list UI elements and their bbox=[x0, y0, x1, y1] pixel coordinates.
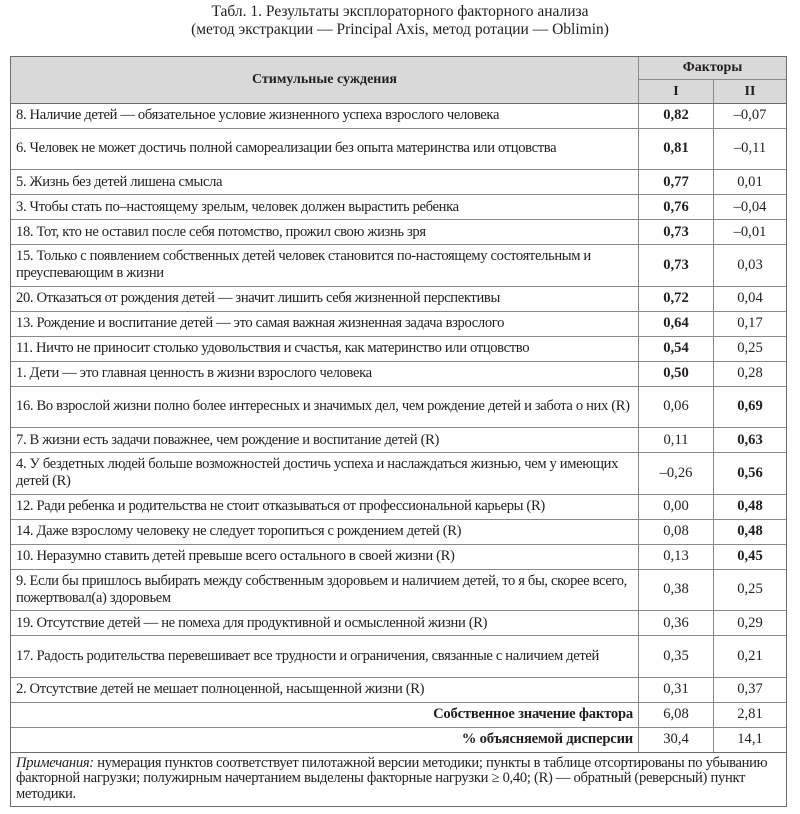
item-statement: 9. Если бы пришлось выбирать между собственным здоровьем и наличием детей, то я бы, скорее всего, пожертвовал(а) здоровьем bbox=[16, 572, 627, 606]
table-row bbox=[11, 104, 786, 129]
loading-factor-2: 0,29 bbox=[713, 611, 786, 635]
summary-label: Собственное значение фактора bbox=[433, 706, 633, 722]
item-statement: 19. Отсутствие детей — не помеха для продуктивной и осмысленной жизни (R) bbox=[16, 614, 488, 631]
loading-factor-2: 0,45 bbox=[713, 545, 786, 569]
loading-factor-2: 0,01 bbox=[713, 170, 786, 194]
loading-factor-1: –0,26 bbox=[638, 453, 713, 494]
loading-factor-2: 0,25 bbox=[713, 337, 786, 361]
item-statement: 10. Неразумно ставить детей превыше всего остального в своей жизни (R) bbox=[16, 548, 455, 564]
loading-factor-1: 0,54 bbox=[638, 337, 713, 361]
loading-factor-1: 0,13 bbox=[638, 545, 713, 569]
loading-factor-2: –0,11 bbox=[713, 129, 786, 170]
item-statement: 20. Отказаться от рождения детей — значит лишить себя жизненной перспективы bbox=[16, 290, 500, 306]
notes-label: Примечания: bbox=[16, 754, 94, 771]
loading-factor-2: –0,04 bbox=[713, 195, 786, 219]
notes-text: нумерация пунктов соответствует пилотажной версии методики; пункты в таблице отсортированы по убыванию факторной нагрузки; полужирным начертанием выделены факторные нагрузки ≥ 0,40; (R) — обратный (реверсный) пункт методики. bbox=[16, 754, 768, 802]
variance-row bbox=[11, 728, 786, 753]
table-row bbox=[11, 387, 786, 429]
table-row bbox=[11, 495, 786, 520]
summary-label: % объясняемой дисперсии bbox=[461, 731, 633, 747]
loading-factor-2: 0,48 bbox=[713, 495, 786, 519]
item-statement: 14. Даже взрослому человеку не следует торопиться с рождением детей (R) bbox=[16, 523, 462, 539]
caption-line-2: (метод экстракции — Principal Axis, метод ротации — Oblimin) bbox=[191, 21, 609, 38]
loading-factor-1: 0,36 bbox=[638, 611, 713, 635]
summary-factor-2: 14,1 bbox=[713, 728, 786, 752]
table-row bbox=[11, 312, 786, 337]
table-row bbox=[11, 245, 786, 287]
loading-factor-1: 0,73 bbox=[638, 245, 713, 286]
item-statement: 7. В жизни есть задачи поважнее, чем рождение и воспитание детей (R) bbox=[16, 431, 440, 448]
caption-line-1: Табл. 1. Результаты эксплораторного факторного анализа bbox=[211, 3, 589, 20]
table-row bbox=[11, 220, 786, 245]
table-row bbox=[11, 545, 786, 570]
loading-factor-1: 0,00 bbox=[638, 495, 713, 519]
loading-factor-1: 0,06 bbox=[638, 387, 713, 428]
loading-factor-1: 0,11 bbox=[638, 428, 713, 452]
table-row bbox=[11, 428, 786, 453]
item-statement: 5. Жизнь без детей лишена смысла bbox=[16, 173, 223, 190]
header-factors-label: Факторы bbox=[638, 57, 786, 80]
table-notes bbox=[11, 753, 786, 806]
item-statement: 4. У бездетных людей больше возможностей достичь успеха и наслаждаться жизнью, чем у имеющих детей (R) bbox=[16, 456, 619, 490]
item-statement: 15. Только с появлением собственных детей человек становится по-настоящему состоятельным и преуспевающим в жизни bbox=[16, 248, 591, 282]
loading-factor-2: 0,48 bbox=[713, 520, 786, 544]
table-header bbox=[11, 57, 786, 104]
item-statement: 18. Тот, кто не оставил после себя потомство, прожил свою жизнь зря bbox=[16, 223, 426, 240]
loading-factor-1: 0,38 bbox=[638, 570, 713, 611]
loading-factor-1: 0,64 bbox=[638, 312, 713, 336]
table-row bbox=[11, 611, 786, 636]
factor-analysis-table bbox=[10, 56, 787, 807]
item-statement: 13. Рождение и воспитание детей — это самая важная жизненная задача взрослого bbox=[16, 315, 505, 331]
loading-factor-1: 0,81 bbox=[638, 129, 713, 170]
item-statement: 3. Чтобы стать по–настоящему зрелым, человек должен вырастить ребенка bbox=[16, 198, 459, 215]
table-row bbox=[11, 520, 786, 545]
table-row bbox=[11, 570, 786, 612]
item-statement: 11. Ничто не приносит столько удовольствия и счастья, как материнство или отцовство bbox=[16, 340, 530, 356]
summary-factor-1: 30,4 bbox=[638, 728, 713, 752]
loading-factor-2: –0,01 bbox=[713, 220, 786, 244]
table-row bbox=[11, 678, 786, 703]
header-factor-1: I bbox=[638, 80, 713, 103]
table-row bbox=[11, 170, 786, 195]
summary-factor-2: 2,81 bbox=[713, 703, 786, 727]
item-statement: 6. Человек не может достичь полной самореализации без опыта материнства или отцовства bbox=[16, 140, 557, 157]
table-row bbox=[11, 362, 786, 387]
loading-factor-1: 0,35 bbox=[638, 636, 713, 677]
table-row bbox=[11, 195, 786, 220]
loading-factor-2: 0,25 bbox=[713, 570, 786, 611]
loading-factor-1: 0,77 bbox=[638, 170, 713, 194]
table-row bbox=[11, 453, 786, 495]
summary-factor-1: 6,08 bbox=[638, 703, 713, 727]
table-row bbox=[11, 129, 786, 171]
item-statement: 12. Ради ребенка и родительства не стоит отказываться от профессиональной карьеры (R) bbox=[16, 498, 545, 514]
loading-factor-1: 0,72 bbox=[638, 287, 713, 311]
item-statement: 16. Во взрослой жизни полно более интересных и значимых дел, чем рождение детей и забота о них (R) bbox=[16, 398, 630, 415]
loading-factor-2: 0,37 bbox=[713, 678, 786, 702]
item-statement: 2. Отсутствие детей не мешает полноценной, насыщенной жизни (R) bbox=[16, 681, 425, 697]
header-items-label: Стимульные суждения bbox=[251, 72, 398, 87]
loading-factor-2: 0,04 bbox=[713, 287, 786, 311]
eigenvalue-row bbox=[11, 703, 786, 728]
item-statement: 1. Дети — это главная ценность в жизни взрослого человека bbox=[16, 365, 372, 381]
table-row bbox=[11, 636, 786, 678]
loading-factor-2: 0,63 bbox=[713, 428, 786, 452]
loading-factor-2: 0,28 bbox=[713, 362, 786, 386]
loading-factor-1: 0,82 bbox=[638, 104, 713, 128]
loading-factor-1: 0,08 bbox=[638, 520, 713, 544]
table-row bbox=[11, 337, 786, 362]
table-row bbox=[11, 287, 786, 312]
loading-factor-2: 0,21 bbox=[713, 636, 786, 677]
item-statement: 17. Радость родительства перевешивает все трудности и ограничения, связанные с наличием детей bbox=[16, 647, 599, 664]
table-caption bbox=[0, 3, 800, 39]
loading-factor-1: 0,76 bbox=[638, 195, 713, 219]
loading-factor-1: 0,31 bbox=[638, 678, 713, 702]
loading-factor-2: 0,03 bbox=[713, 245, 786, 286]
item-statement: 8. Наличие детей — обязательное условие жизненного успеха взрослого человека bbox=[16, 107, 500, 123]
loading-factor-2: 0,69 bbox=[713, 387, 786, 428]
header-factor-2: II bbox=[713, 80, 786, 103]
loading-factor-2: 0,17 bbox=[713, 312, 786, 336]
loading-factor-1: 0,73 bbox=[638, 220, 713, 244]
loading-factor-2: 0,56 bbox=[713, 453, 786, 494]
loading-factor-2: –0,07 bbox=[713, 104, 786, 128]
loading-factor-1: 0,50 bbox=[638, 362, 713, 386]
